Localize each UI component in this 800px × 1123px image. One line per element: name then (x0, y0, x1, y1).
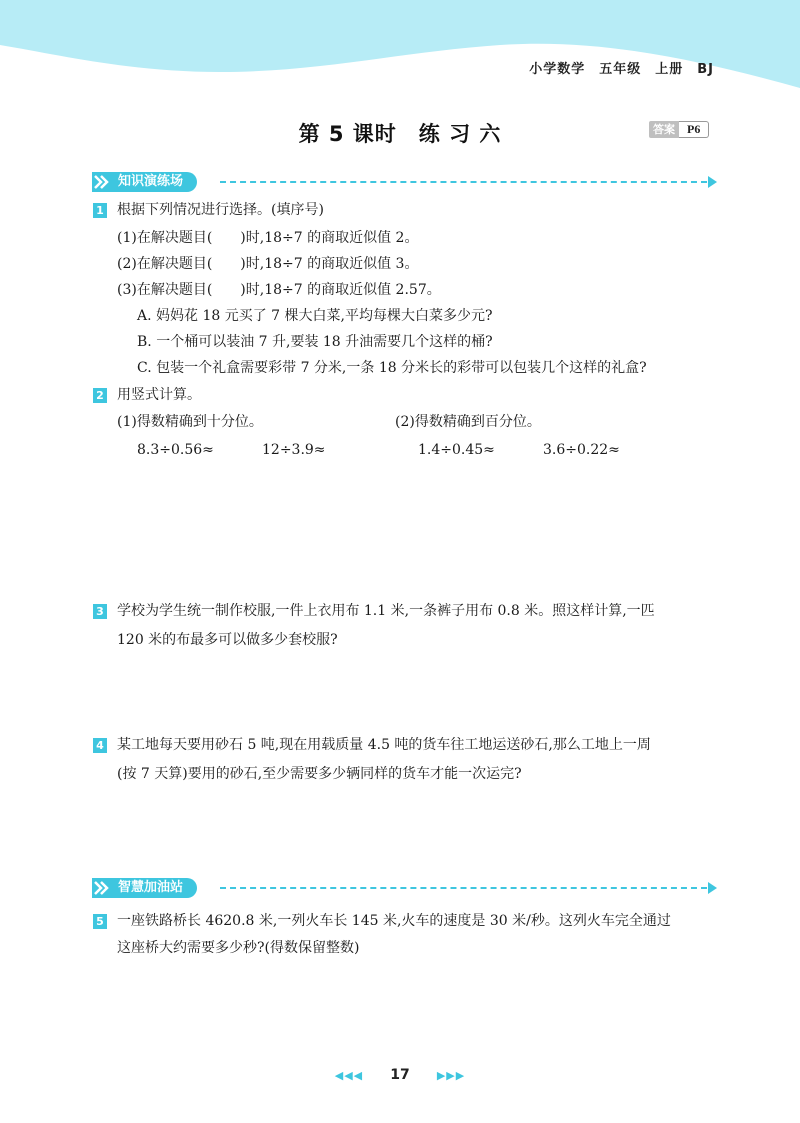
question-1-option-c: C. 包装一个礼盒需要彩带 7 分米,一条 18 分米长的彩带可以包装几个这样的礼盒? (137, 360, 647, 376)
page-number: 17 (390, 1067, 410, 1083)
lesson-name: 练 习 六 (418, 122, 502, 146)
question-number-4: 4 (93, 738, 107, 753)
question-number-3: 3 (93, 604, 107, 619)
question-2-stem: 用竖式计算。 (117, 387, 201, 403)
right-arrows-icon: ▶▶▶ (436, 1069, 466, 1082)
question-number-2: 2 (93, 388, 107, 403)
question-5-line-1: 一座铁路桥长 4620.8 米,一列火车长 145 米,火车的速度是 30 米/秒。这列火车完全通过 (117, 913, 671, 929)
grade: 五年级 (599, 62, 642, 77)
dashed-divider (220, 887, 707, 889)
question-4-line-2: (按 7 天算)要用的砂石,至少需要多少辆同样的货车才能一次运完? (117, 766, 522, 782)
question-2-part-2: (2)得数精确到百分位。 (395, 414, 541, 430)
question-1-stem: 根据下列情况进行选择。(填序号) (117, 202, 324, 218)
question-1-option-a: A. 妈妈花 18 元买了 7 棵大白菜,平均每棵大白菜多少元? (137, 308, 493, 324)
section-badge: 知识演练场 (92, 172, 197, 192)
subject: 小学数学 (529, 62, 586, 77)
edition: BJ (697, 62, 714, 77)
answer-reference (649, 121, 709, 138)
arrow-right-icon (708, 176, 717, 188)
answer-label: 答案 (649, 121, 679, 138)
question-2-part-1: (1)得数精确到十分位。 (117, 414, 263, 430)
question-2-expr-4: 3.6÷0.22≈ (543, 442, 620, 458)
question-3-line-2: 120 米的布最多可以做多少套校服? (117, 632, 338, 648)
volume: 上册 (655, 62, 684, 77)
page-footer (0, 1064, 800, 1083)
left-arrows-icon: ◀◀◀ (334, 1069, 364, 1082)
book-info (515, 58, 714, 77)
section-banner-practice (92, 172, 717, 192)
answer-page: P6 (679, 121, 709, 138)
double-chevron-icon (92, 173, 112, 191)
section-badge: 智慧加油站 (92, 878, 197, 898)
question-3-line-1: 学校为学生统一制作校服,一件上衣用布 1.1 米,一条裤子用布 0.8 米。照这样计算,一匹 (117, 603, 655, 619)
question-4-line-1: 某工地每天要用砂石 5 吨,现在用载质量 4.5 吨的货车往工地运送砂石,那么工地上一周 (117, 737, 651, 753)
question-2-expr-1: 8.3÷0.56≈ (137, 442, 214, 458)
question-1-option-b: B. 一个桶可以装油 7 升,要装 18 升油需要几个这样的桶? (137, 334, 493, 350)
question-5-line-2: 这座桥大约需要多少秒?(得数保留整数) (117, 940, 360, 956)
header-wave (0, 0, 800, 95)
section-banner-wisdom (92, 878, 717, 898)
question-2-expr-2: 12÷3.9≈ (262, 442, 326, 458)
double-chevron-icon (92, 879, 112, 897)
dashed-divider (220, 181, 707, 183)
question-1-item-3: (3)在解决题目( )时,18÷7 的商取近似值 2.57。 (117, 282, 441, 298)
lesson-number: 第 5 课时 (298, 122, 397, 146)
question-number-5: 5 (93, 914, 107, 929)
question-1-item-2: (2)在解决题目( )时,18÷7 的商取近似值 3。 (117, 256, 419, 272)
question-2-expr-3: 1.4÷0.45≈ (418, 442, 495, 458)
arrow-right-icon (708, 882, 717, 894)
question-number-1: 1 (93, 203, 107, 218)
question-1-item-1: (1)在解决题目( )时,18÷7 的商取近似值 2。 (117, 230, 419, 246)
